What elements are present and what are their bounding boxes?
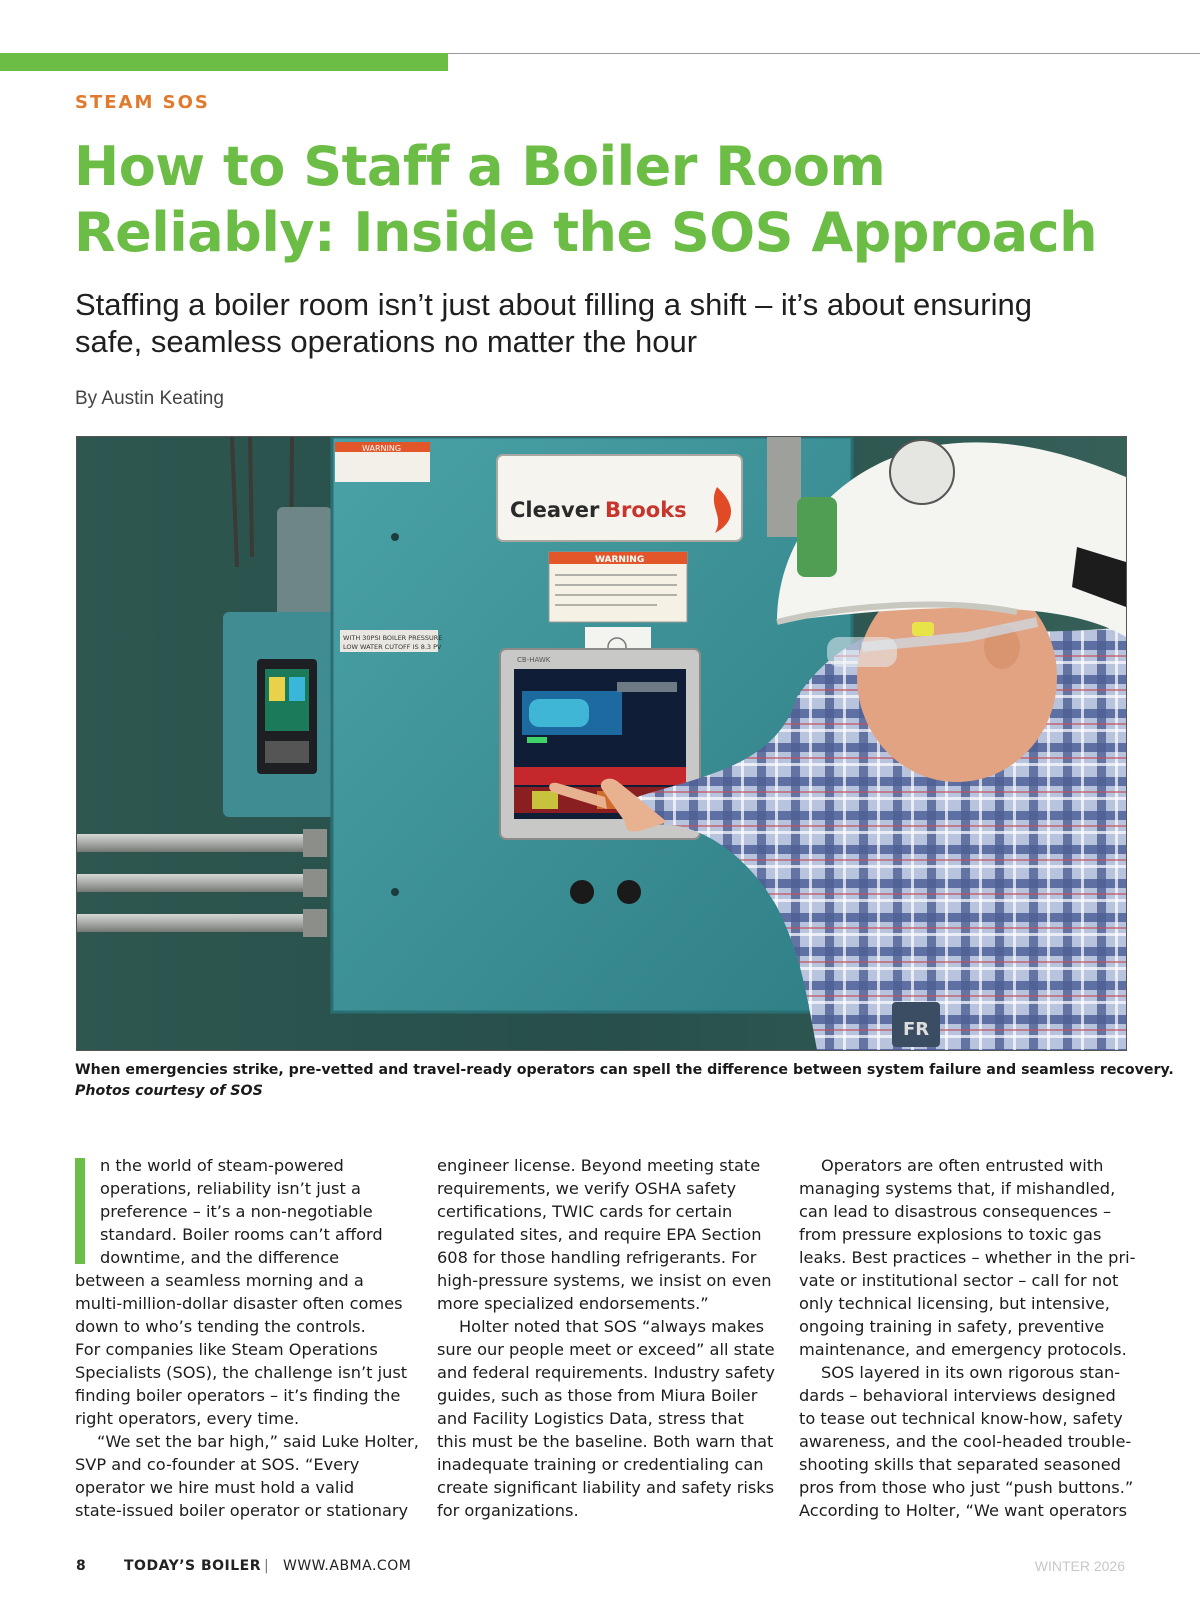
col2-line: for organizations. — [437, 1501, 579, 1520]
col2-line: requirements, we verify OSHA safety — [437, 1179, 737, 1198]
col2-line: guides, such as those from Miura Boiler — [437, 1386, 758, 1405]
col3-line: Operators are often entrusted with — [821, 1156, 1104, 1175]
col3-line: can lead to disastrous consequences – — [799, 1202, 1112, 1221]
col3-line: SOS layered in its own rigorous stan- — [821, 1363, 1121, 1382]
panel-warning-text: WARNING — [595, 555, 645, 565]
col1-line: standard. Boiler rooms can’t afford — [100, 1225, 383, 1244]
col3-line: dards – behavioral interviews designed — [799, 1386, 1116, 1405]
col2-line: 608 for those handling refrigerants. For — [437, 1248, 757, 1267]
headline — [74, 134, 1174, 266]
pressure-label-line-1: WITH 30PSI BOILER PRESSURE — [343, 634, 443, 642]
header-accent-bar — [0, 53, 448, 71]
col2-line: Holter noted that SOS “always makes — [459, 1317, 765, 1336]
footer-separator: | — [264, 1558, 269, 1574]
page-number: 8 — [76, 1558, 86, 1574]
col1-line: operations, reliability isn’t just a — [100, 1179, 361, 1198]
col3-line: pros from those who just “push buttons.” — [799, 1478, 1134, 1497]
hmi-brand-text: CB-HAWK — [517, 656, 551, 664]
headline-line-2: Reliably: Inside the SOS Approach — [74, 201, 1098, 264]
col1-line: For companies like Steam Operations — [75, 1340, 378, 1359]
article-column-1 — [75, 1154, 419, 1522]
col1-line: n the world of steam-powered — [100, 1156, 344, 1175]
col2-line: high-pressure systems, we insist on even — [437, 1271, 772, 1290]
col3-line: vate or institutional sector – call for not — [799, 1271, 1119, 1290]
col3-line: According to Holter, “We want operators — [799, 1501, 1128, 1520]
photo-caption — [75, 1060, 1174, 1102]
headline-line-1: How to Staff a Boiler Room — [74, 135, 886, 198]
col3-line: only technical licensing, but intensive, — [799, 1294, 1110, 1313]
col3-line: managing systems that, if mishandled, — [799, 1179, 1116, 1198]
col2-line: inadequate training or credentialing can — [437, 1455, 764, 1474]
col3-line: leaks. Best practices – whether in the pri- — [799, 1248, 1136, 1267]
col1-line: between a seamless morning and a — [75, 1271, 364, 1290]
magazine-name: TODAY’S BOILER — [124, 1558, 262, 1574]
caption-main: When emergencies strike, pre-vetted and travel-ready operators can spell the difference between system failure and seamless recovery. — [75, 1062, 1174, 1078]
col1-line: downtime, and the difference — [100, 1248, 340, 1267]
col3-line: from pressure explosions to toxic gas — [799, 1225, 1102, 1244]
col1-line: multi-million-dollar disaster often comes — [75, 1294, 403, 1313]
col1-line: right operators, every time. — [75, 1409, 300, 1428]
col1-line: SVP and co-founder at SOS. “Every — [75, 1455, 360, 1474]
col2-line: and Facility Logistics Data, stress that — [437, 1409, 744, 1428]
subheadline-line-2: safe, seamless operations no matter the hour — [75, 324, 698, 359]
col2-line: regulated sites, and require EPA Section — [437, 1225, 762, 1244]
col2-line: more specialized endorsements.” — [437, 1294, 709, 1313]
boiler-control-panel-illustration — [77, 437, 1126, 1050]
sleeve-patch-text: FR — [903, 1019, 930, 1040]
footer-url: WWW.ABMA.COM — [283, 1558, 412, 1574]
page-footer — [76, 1558, 1125, 1578]
top-warning-text: WARNING — [362, 444, 402, 453]
col3-line: maintenance, and emergency protocols. — [799, 1340, 1127, 1359]
subheadline-line-1: Staffing a boiler room isn’t just about filling a shift – it’s about ensuring — [75, 287, 1032, 322]
col1-line: preference – it’s a non-negotiable — [100, 1202, 373, 1221]
col2-line: and federal requirements. Industry safety — [437, 1363, 775, 1382]
section-label: STEAM SOS — [75, 92, 210, 113]
subheadline — [75, 286, 1155, 360]
col2-line: certifications, TWIC cards for certain — [437, 1202, 733, 1221]
col1-line: state-issued boiler operator or stationary — [75, 1501, 409, 1520]
col2-line: this must be the baseline. Both warn that — [437, 1432, 774, 1451]
header-rule — [448, 53, 1200, 54]
brand-brooks: Brooks — [605, 498, 687, 522]
article-column-2 — [437, 1154, 775, 1522]
col2-line: create significant liability and safety risks — [437, 1478, 775, 1497]
issue-date: WINTER 2026 — [1034, 1558, 1125, 1574]
byline: By Austin Keating — [75, 388, 224, 409]
col2-line: sure our people meet or exceed” all state — [437, 1340, 775, 1359]
col3-line: to tease out technical know-how, safety — [799, 1409, 1123, 1428]
brand-cleaver: Cleaver — [510, 498, 600, 522]
col2-line: engineer license. Beyond meeting state — [437, 1156, 761, 1175]
col1-line: finding boiler operators – it’s finding the — [75, 1386, 401, 1405]
pressure-label-line-2: LOW WATER CUTOFF IS 8.3 PV — [343, 643, 442, 651]
col1-line: Specialists (SOS), the challenge isn’t just — [75, 1363, 408, 1382]
photo-credit: Photos courtesy of SOS — [75, 1083, 263, 1099]
article-column-3 — [799, 1154, 1134, 1522]
col3-line: ongoing training in safety, preventive — [799, 1317, 1105, 1336]
article-photo — [76, 436, 1127, 1051]
col1-line: down to who’s tending the controls. — [75, 1317, 366, 1336]
col3-line: shooting skills that separated seasoned — [799, 1455, 1121, 1474]
col1-line: operator we hire must hold a valid — [75, 1478, 355, 1497]
col1-line: “We set the bar high,” said Luke Holter, — [97, 1432, 419, 1451]
col3-line: awareness, and the cool-headed trouble- — [799, 1432, 1132, 1451]
